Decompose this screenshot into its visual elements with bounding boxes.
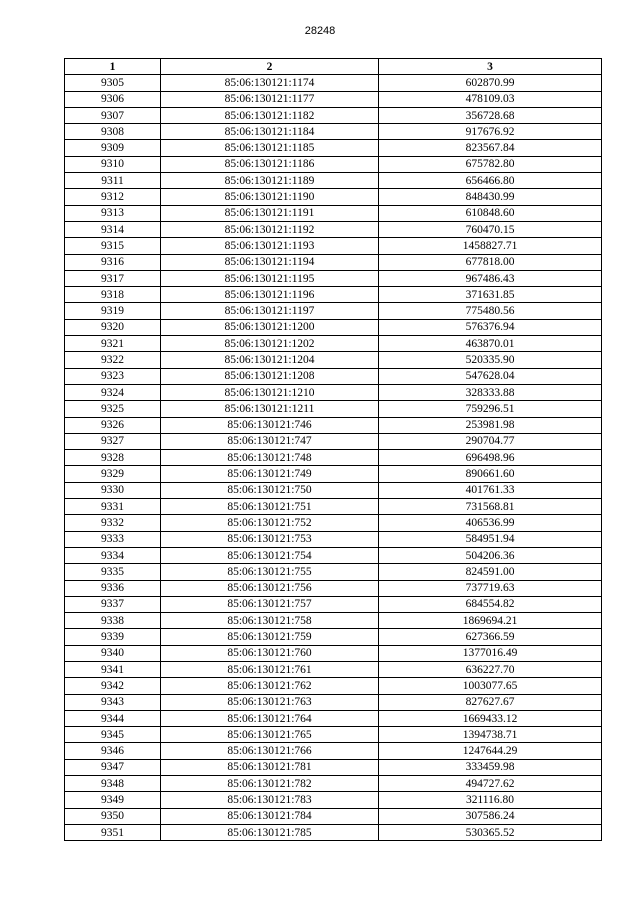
row-number-cell: 9318 [65, 287, 161, 303]
table-row [65, 450, 602, 466]
row-number-cell: 9317 [65, 270, 161, 286]
table-row [65, 547, 602, 563]
table-row [65, 401, 602, 417]
cadastral-number-cell: 85:06:130121:1194 [161, 254, 379, 270]
cadastral-number-cell: 85:06:130121:747 [161, 433, 379, 449]
value-cell: 547628.04 [379, 368, 602, 384]
table-row [65, 776, 602, 792]
value-cell: 967486.43 [379, 270, 602, 286]
value-cell: 602870.99 [379, 75, 602, 91]
cadastral-number-cell: 85:06:130121:756 [161, 580, 379, 596]
value-cell: 504206.36 [379, 547, 602, 563]
table-row [65, 645, 602, 661]
table-row [65, 759, 602, 775]
table-row [65, 727, 602, 743]
value-cell: 333459.98 [379, 759, 602, 775]
value-cell: 584951.94 [379, 531, 602, 547]
cadastral-number-cell: 85:06:130121:746 [161, 417, 379, 433]
table-row [65, 75, 602, 91]
cadastral-number-cell: 85:06:130121:781 [161, 759, 379, 775]
value-cell: 827627.67 [379, 694, 602, 710]
cadastral-number-cell: 85:06:130121:750 [161, 482, 379, 498]
table-row [65, 433, 602, 449]
table-row [65, 91, 602, 107]
value-cell: 328333.88 [379, 384, 602, 400]
value-cell: 406536.99 [379, 515, 602, 531]
row-number-cell: 9343 [65, 694, 161, 710]
table-body [65, 75, 602, 841]
table-row [65, 384, 602, 400]
table-row [65, 808, 602, 824]
value-cell: 494727.62 [379, 776, 602, 792]
row-number-cell: 9328 [65, 450, 161, 466]
row-number-cell: 9342 [65, 678, 161, 694]
cadastral-number-cell: 85:06:130121:761 [161, 661, 379, 677]
table-row [65, 580, 602, 596]
row-number-cell: 9344 [65, 710, 161, 726]
row-number-cell: 9315 [65, 238, 161, 254]
row-number-cell: 9310 [65, 156, 161, 172]
cadastral-number-cell: 85:06:130121:1190 [161, 189, 379, 205]
value-cell: 371631.85 [379, 287, 602, 303]
cadastral-number-cell: 85:06:130121:1192 [161, 221, 379, 237]
table-row [65, 205, 602, 221]
cadastral-number-cell: 85:06:130121:1195 [161, 270, 379, 286]
cadastral-number-cell: 85:06:130121:763 [161, 694, 379, 710]
table-row [65, 466, 602, 482]
cadastral-number-cell: 85:06:130121:1202 [161, 336, 379, 352]
value-cell: 478109.03 [379, 91, 602, 107]
row-number-cell: 9340 [65, 645, 161, 661]
table-row [65, 270, 602, 286]
value-cell: 636227.70 [379, 661, 602, 677]
cadastral-number-cell: 85:06:130121:755 [161, 564, 379, 580]
value-cell: 684554.82 [379, 596, 602, 612]
cadastral-number-cell: 85:06:130121:1197 [161, 303, 379, 319]
cadastral-number-cell: 85:06:130121:783 [161, 792, 379, 808]
row-number-cell: 9321 [65, 336, 161, 352]
cadastral-number-cell: 85:06:130121:1200 [161, 319, 379, 335]
row-number-cell: 9331 [65, 499, 161, 515]
row-number-cell: 9330 [65, 482, 161, 498]
row-number-cell: 9347 [65, 759, 161, 775]
cadastral-number-cell: 85:06:130121:749 [161, 466, 379, 482]
row-number-cell: 9338 [65, 613, 161, 629]
value-cell: 307586.24 [379, 808, 602, 824]
value-cell: 760470.15 [379, 221, 602, 237]
row-number-cell: 9308 [65, 124, 161, 140]
value-cell: 737719.63 [379, 580, 602, 596]
value-cell: 696498.96 [379, 450, 602, 466]
row-number-cell: 9336 [65, 580, 161, 596]
cadastral-number-cell: 85:06:130121:1204 [161, 352, 379, 368]
cadastral-number-cell: 85:06:130121:1196 [161, 287, 379, 303]
row-number-cell: 9306 [65, 91, 161, 107]
value-cell: 823567.84 [379, 140, 602, 156]
table-header [65, 59, 602, 75]
table-row [65, 515, 602, 531]
cadastral-number-cell: 85:06:130121:766 [161, 743, 379, 759]
table-row [65, 564, 602, 580]
row-number-cell: 9314 [65, 221, 161, 237]
table-row [65, 678, 602, 694]
value-cell: 520335.90 [379, 352, 602, 368]
value-cell: 1669433.12 [379, 710, 602, 726]
table-row [65, 417, 602, 433]
cadastral-number-cell: 85:06:130121:1186 [161, 156, 379, 172]
row-number-cell: 9305 [65, 75, 161, 91]
row-number-cell: 9350 [65, 808, 161, 824]
table-row [65, 140, 602, 156]
cadastral-number-cell: 85:06:130121:1189 [161, 173, 379, 189]
row-number-cell: 9312 [65, 189, 161, 205]
row-number-cell: 9335 [65, 564, 161, 580]
cadastral-number-cell: 85:06:130121:784 [161, 808, 379, 824]
value-cell: 759296.51 [379, 401, 602, 417]
value-cell: 824591.00 [379, 564, 602, 580]
cadastral-number-cell: 85:06:130121:782 [161, 776, 379, 792]
table-row [65, 319, 602, 335]
cadastral-number-cell: 85:06:130121:1174 [161, 75, 379, 91]
value-cell: 890661.60 [379, 466, 602, 482]
row-number-cell: 9326 [65, 417, 161, 433]
row-number-cell: 9337 [65, 596, 161, 612]
row-number-cell: 9307 [65, 107, 161, 123]
row-number-cell: 9327 [65, 433, 161, 449]
table-row [65, 694, 602, 710]
cadastral-number-cell: 85:06:130121:758 [161, 613, 379, 629]
cadastral-number-cell: 85:06:130121:748 [161, 450, 379, 466]
row-number-cell: 9345 [65, 727, 161, 743]
value-cell: 1003077.65 [379, 678, 602, 694]
column-header-2: 2 [161, 59, 379, 75]
table-row [65, 596, 602, 612]
value-cell: 731568.81 [379, 499, 602, 515]
row-number-cell: 9323 [65, 368, 161, 384]
value-cell: 530365.52 [379, 824, 602, 840]
row-number-cell: 9313 [65, 205, 161, 221]
table-row [65, 824, 602, 840]
cadastral-number-cell: 85:06:130121:754 [161, 547, 379, 563]
value-cell: 775480.56 [379, 303, 602, 319]
table-row [65, 254, 602, 270]
cadastral-number-cell: 85:06:130121:765 [161, 727, 379, 743]
value-cell: 576376.94 [379, 319, 602, 335]
row-number-cell: 9322 [65, 352, 161, 368]
cadastral-number-cell: 85:06:130121:1210 [161, 384, 379, 400]
value-cell: 253981.98 [379, 417, 602, 433]
cadastral-number-cell: 85:06:130121:1211 [161, 401, 379, 417]
cadastral-number-cell: 85:06:130121:785 [161, 824, 379, 840]
value-cell: 848430.99 [379, 189, 602, 205]
table-row [65, 482, 602, 498]
row-number-cell: 9309 [65, 140, 161, 156]
table-row [65, 156, 602, 172]
table-row [65, 710, 602, 726]
table-row [65, 124, 602, 140]
data-table [64, 58, 602, 841]
cadastral-number-cell: 85:06:130121:1184 [161, 124, 379, 140]
value-cell: 610848.60 [379, 205, 602, 221]
value-cell: 401761.33 [379, 482, 602, 498]
table-row [65, 336, 602, 352]
value-cell: 627366.59 [379, 629, 602, 645]
cadastral-number-cell: 85:06:130121:760 [161, 645, 379, 661]
row-number-cell: 9320 [65, 319, 161, 335]
row-number-cell: 9346 [65, 743, 161, 759]
value-cell: 1377016.49 [379, 645, 602, 661]
cadastral-number-cell: 85:06:130121:1193 [161, 238, 379, 254]
value-cell: 675782.80 [379, 156, 602, 172]
cadastral-number-cell: 85:06:130121:1208 [161, 368, 379, 384]
table-row [65, 303, 602, 319]
row-number-cell: 9333 [65, 531, 161, 547]
value-cell: 356728.68 [379, 107, 602, 123]
cadastral-number-cell: 85:06:130121:1177 [161, 91, 379, 107]
row-number-cell: 9325 [65, 401, 161, 417]
value-cell: 321116.80 [379, 792, 602, 808]
row-number-cell: 9339 [65, 629, 161, 645]
cadastral-number-cell: 85:06:130121:1185 [161, 140, 379, 156]
table-row [65, 792, 602, 808]
table-row [65, 221, 602, 237]
header-row [65, 59, 602, 75]
value-cell: 656466.80 [379, 173, 602, 189]
table-row [65, 629, 602, 645]
table-row [65, 107, 602, 123]
value-cell: 1458827.71 [379, 238, 602, 254]
row-number-cell: 9316 [65, 254, 161, 270]
value-cell: 917676.92 [379, 124, 602, 140]
column-header-1: 1 [65, 59, 161, 75]
table-row [65, 189, 602, 205]
table-row [65, 173, 602, 189]
value-cell: 290704.77 [379, 433, 602, 449]
row-number-cell: 9351 [65, 824, 161, 840]
row-number-cell: 9341 [65, 661, 161, 677]
value-cell: 1394738.71 [379, 727, 602, 743]
cadastral-number-cell: 85:06:130121:751 [161, 499, 379, 515]
cadastral-number-cell: 85:06:130121:757 [161, 596, 379, 612]
cadastral-number-cell: 85:06:130121:753 [161, 531, 379, 547]
table-row [65, 661, 602, 677]
row-number-cell: 9311 [65, 173, 161, 189]
cadastral-number-cell: 85:06:130121:752 [161, 515, 379, 531]
table-row [65, 743, 602, 759]
cadastral-number-cell: 85:06:130121:1182 [161, 107, 379, 123]
cadastral-number-cell: 85:06:130121:762 [161, 678, 379, 694]
row-number-cell: 9334 [65, 547, 161, 563]
row-number-cell: 9348 [65, 776, 161, 792]
cadastral-number-cell: 85:06:130121:759 [161, 629, 379, 645]
table-row [65, 499, 602, 515]
cadastral-number-cell: 85:06:130121:1191 [161, 205, 379, 221]
row-number-cell: 9349 [65, 792, 161, 808]
table-row [65, 531, 602, 547]
row-number-cell: 9324 [65, 384, 161, 400]
table-row [65, 287, 602, 303]
value-cell: 1247644.29 [379, 743, 602, 759]
row-number-cell: 9319 [65, 303, 161, 319]
row-number-cell: 9332 [65, 515, 161, 531]
table-row [65, 368, 602, 384]
page-number: 28248 [304, 25, 336, 37]
table-row [65, 238, 602, 254]
table-row [65, 613, 602, 629]
value-cell: 463870.01 [379, 336, 602, 352]
column-header-3: 3 [379, 59, 602, 75]
row-number-cell: 9329 [65, 466, 161, 482]
table-row [65, 352, 602, 368]
value-cell: 1869694.21 [379, 613, 602, 629]
cadastral-number-cell: 85:06:130121:764 [161, 710, 379, 726]
value-cell: 677818.00 [379, 254, 602, 270]
